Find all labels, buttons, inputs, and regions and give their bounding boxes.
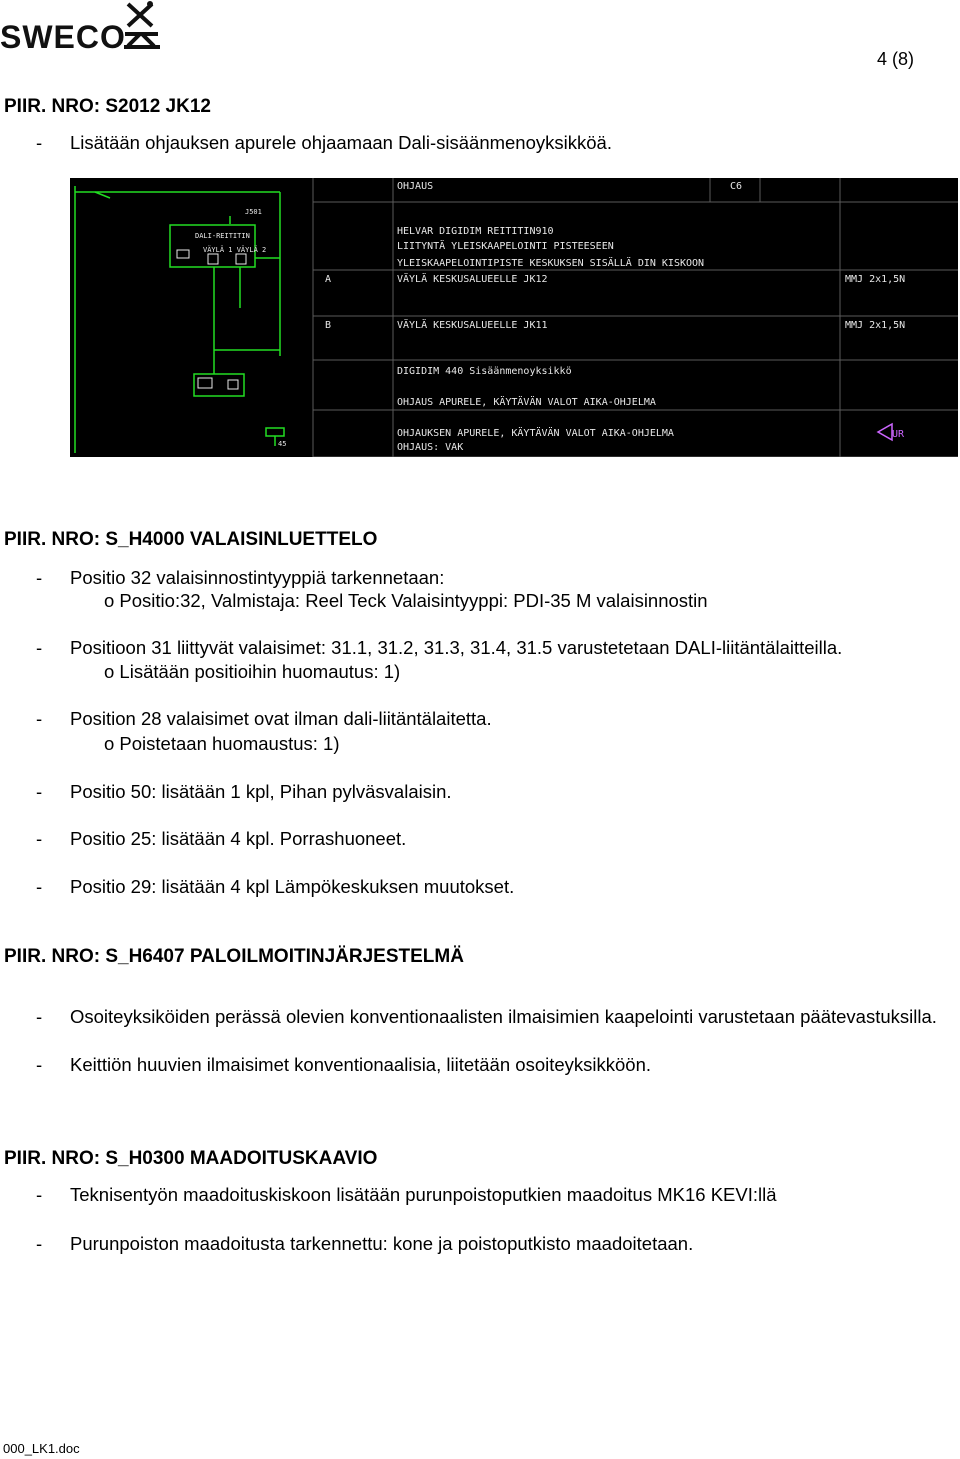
cad-box-icon: [198, 378, 212, 388]
list-item: - Keittiön huuvien ilmaisimet konventionaalisia, liitetään osoiteyksikköön.: [36, 1054, 652, 1075]
cad-ohjaus-vak: OHJAUS: VAK: [397, 442, 464, 453]
list-item: - Position 28 valaisimet ovat ilman dali-liitäntälaitetta.: [36, 708, 492, 729]
logo-figure-icon: [124, 4, 160, 47]
logo-dot-icon: [147, 1, 153, 7]
list-item: - Positio 25: lisätään 4 kpl. Porrashuoneet.: [36, 828, 407, 849]
cad-j501-label: J501: [245, 208, 262, 216]
cad-ohjaus: OHJAUS: [397, 181, 434, 192]
footer-filename: 000_LK1.doc: [3, 1441, 80, 1456]
cad-line-4: VÄYLÄ KESKUSALUEELLE JK12: [397, 274, 548, 285]
sub-list-item: o Lisätään positioihin huomautus: 1): [104, 661, 401, 682]
cad-line-2: LIITYNTÄ YLEISKAAPELOINTI PISTEESEEN: [397, 241, 614, 252]
schematic-lines: [75, 186, 287, 453]
sub-list-item: o Positio:32, Valmistaja: Reel Teck Valaisintyyppi: PDI-35 M valaisinnostin: [104, 590, 708, 611]
cad-vayla-label: VÄYLÄ 1 VÄYLÄ 2: [203, 246, 267, 254]
section-heading-s-h4000: PIIR. NRO: S_H4000 VALAISINLUETTELO: [4, 529, 378, 550]
cad-digidim: DIGIDIM 440 Sisäänmenoyksikkö: [397, 366, 572, 377]
cad-num-45: 45: [278, 440, 287, 448]
list-item: - Lisätään ohjauksen apurele ohjaamaan Dali-sisäänmenoyksikköä.: [36, 132, 612, 153]
logo-text: SWECO: [0, 19, 126, 55]
cad-grid: [313, 178, 958, 457]
cad-dali-title: DALI-REITITIN: [195, 232, 250, 240]
section-heading-s-h0300: PIIR. NRO: S_H0300 MAADOITUSKAAVIO: [4, 1148, 378, 1169]
list-item: - Teknisentyön maadoituskiskoon lisätään purunpoistoputkien maadoitus MK16 KEVI:llä: [36, 1184, 777, 1205]
revision-marker-icon: [878, 424, 892, 440]
cad-drawing: [70, 178, 958, 457]
section-heading-s-h6407: PIIR. NRO: S_H6407 PALOILMOITINJÄRJESTELMÄ: [4, 946, 464, 967]
cad-ohjaus-apurele: OHJAUS APURELE, KÄYTÄVÄN VALOT AIKA-OHJELMA: [397, 397, 656, 408]
list-item: - Positioon 31 liittyvät valaisimet: 31.1, 31.2, 31.3, 31.4, 31.5 varustetetaan DALI-liitäntälaitteilla.: [36, 637, 843, 658]
cad-ohjauksen-apurele: OHJAUKSEN APURELE, KÄYTÄVÄN VALOT AIKA-OHJELMA: [397, 428, 674, 439]
cad-vayla-b: VÄYLÄ KESKUSALUEELLE JK11: [397, 320, 548, 331]
cad-mmj-a: MMJ 2x1,5N: [845, 274, 906, 285]
section-heading-s2012: PIIR. NRO: S2012 JK12: [4, 96, 211, 117]
list-item: - Positio 50: lisätään 1 kpl, Pihan pylväsvalaisin.: [36, 781, 452, 802]
list-item: - Osoiteyksiköiden perässä olevien konventionaalisten ilmaisimien kaapelointi varustetaan päätevastuksilla.: [36, 1006, 937, 1027]
cad-box-icon: [236, 254, 246, 264]
cad-label-a: A: [325, 274, 332, 285]
page-number: 4 (8): [876, 49, 914, 69]
cad-box-icon: [208, 254, 218, 264]
cad-mmj-b: MMJ 2x1,5N: [845, 320, 906, 331]
cad-box-icon: [177, 250, 189, 258]
sweco-logo: [0, 0, 170, 55]
cad-ur: UR: [892, 429, 905, 440]
list-item: - Positio 32 valaisinnostintyyppiä tarkennetaan:: [36, 567, 445, 588]
cad-box-icon: [228, 380, 238, 389]
cad-c6: C6: [730, 181, 743, 192]
sub-list-item: o Poistetaan huomaustus: 1): [104, 733, 340, 754]
cad-line-1: HELVAR DIGIDIM REITITIN910: [397, 226, 554, 237]
cad-label-b: B: [325, 320, 332, 331]
cad-line-3: YLEISKAAPELOINTIPISTE KESKUKSEN SISÄLLÄ DIN KISKOON: [397, 258, 705, 269]
list-item: - Purunpoiston maadoitusta tarkennettu: kone ja poistoputkisto maadoitetaan.: [36, 1233, 694, 1254]
list-item: - Positio 29: lisätään 4 kpl Lämpökeskuksen muutokset.: [36, 876, 515, 897]
